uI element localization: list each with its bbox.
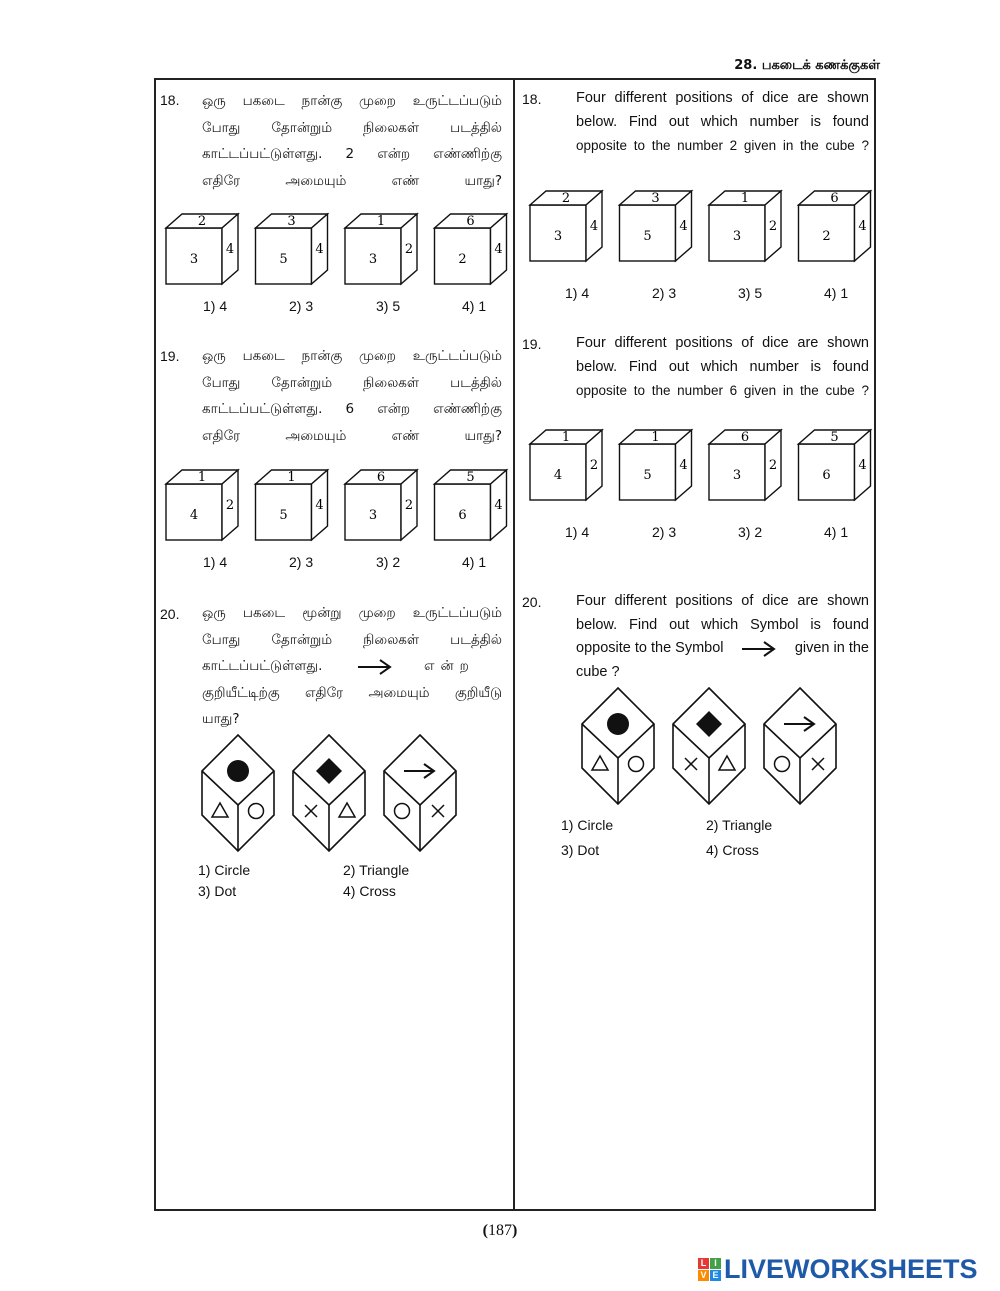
cube-side-number: 4 (494, 242, 503, 257)
symbol-cube-figure (580, 686, 850, 806)
brand-name: LIVEWORKSHEETS (724, 1254, 978, 1284)
cube-front-number: 6 (458, 508, 467, 523)
number-cube (530, 430, 602, 500)
cube-row-figure (524, 187, 874, 263)
text-line (576, 637, 869, 661)
text-line: போது தோன்றும் நிலைகள் படத்தில் (202, 374, 502, 391)
option[interactable]: 3) 5 (376, 298, 401, 314)
logo-letter: I (710, 1258, 721, 1269)
number-cube (709, 430, 781, 500)
cube-side-number: 2 (768, 458, 778, 473)
option[interactable]: 2) 3 (289, 554, 314, 570)
option[interactable]: 1) Circle (561, 817, 614, 833)
cube-row-figure (160, 466, 510, 542)
text-line: போது தோன்றும் நிலைகள் படத்தில் (202, 631, 502, 648)
cube-top-number: 1 (651, 430, 660, 445)
left-q18-number: 18. (160, 92, 180, 108)
option[interactable]: 1) 4 (203, 554, 228, 570)
cube-side-number: 4 (315, 498, 324, 513)
text-line: below. Find out which Symbol is found (576, 616, 869, 633)
symbol-cube-figure (200, 733, 470, 853)
text-line: opposite to the number 6 given in the cube ? (576, 383, 869, 398)
cube-front-number: 3 (732, 229, 742, 244)
page-number: (187) (482, 1222, 518, 1239)
option[interactable]: 3) 5 (738, 285, 763, 301)
cube-top-number: 3 (287, 214, 296, 229)
right-q19-number: 19. (522, 336, 542, 352)
cube-front-number: 3 (368, 508, 378, 523)
dot-icon (607, 713, 629, 735)
right-q19-text (576, 332, 869, 403)
option[interactable]: 2) 3 (652, 524, 677, 540)
cube-front-number: 4 (189, 508, 199, 523)
arrow-icon (356, 658, 394, 676)
cube-side-number: 2 (225, 498, 235, 513)
dot-icon (227, 760, 249, 782)
number-cube (166, 470, 238, 540)
cube-side-number: 2 (404, 498, 414, 513)
text-line: opposite to the number 2 given in the cube ? (576, 138, 869, 153)
number-cube (709, 191, 781, 261)
cube-top-number: 2 (197, 214, 207, 229)
option[interactable]: 2) Triangle (343, 862, 410, 878)
cube-front-number: 3 (189, 252, 199, 267)
option[interactable]: 4) 1 (824, 285, 849, 301)
option[interactable]: 1) 4 (203, 298, 228, 314)
cube-side-number: 4 (679, 219, 688, 234)
number-cube (435, 470, 507, 540)
option[interactable]: 2) Triangle (706, 817, 773, 833)
cube-side-number: 2 (589, 458, 599, 473)
text-segment: என்ற (424, 658, 475, 674)
cube-top-number: 1 (376, 214, 386, 229)
text-line: Four different positions of dice are shown (576, 593, 869, 609)
cube-side-number: 4 (225, 242, 235, 257)
number-cube (435, 214, 507, 284)
number-cube (345, 214, 417, 284)
option[interactable]: 4) Cross (343, 883, 396, 899)
option[interactable]: 4) 1 (824, 524, 849, 540)
text-line: below. Find out which number is found (576, 113, 869, 130)
option[interactable]: 2) 3 (289, 298, 314, 314)
logo-letter: V (698, 1270, 709, 1281)
number-cube (256, 214, 328, 284)
right-q20-text (576, 590, 869, 684)
text-line: below. Find out which number is found (576, 358, 869, 375)
option[interactable]: 3) 2 (738, 524, 763, 540)
text-line: Four different positions of dice are shown (576, 90, 869, 106)
right-q20-cubes (580, 686, 850, 810)
symbol-cube (202, 735, 274, 851)
chapter-title: 28. பகடைக் கணக்குகள் (734, 58, 880, 73)
option[interactable]: 1) 4 (565, 285, 590, 301)
cube-front-number: 5 (279, 508, 288, 523)
right-q18-number: 18. (522, 91, 542, 107)
number-cube (530, 191, 602, 261)
column-divider (513, 78, 515, 1211)
number-cube (256, 470, 328, 540)
symbol-cube (582, 688, 654, 804)
number-cube (620, 191, 692, 261)
cube-top-number: 5 (830, 430, 839, 445)
cube-front-number: 6 (822, 468, 831, 483)
arrow-icon (740, 640, 778, 658)
option[interactable]: 4) 1 (462, 554, 487, 570)
option[interactable]: 3) Dot (561, 842, 600, 858)
number-cube (166, 214, 238, 284)
left-q19-text (202, 343, 502, 449)
cube-top-number: 6 (376, 470, 386, 485)
text-line: cube ? (576, 663, 620, 680)
logo-letter: L (698, 1258, 709, 1269)
cube-front-number: 4 (553, 468, 563, 483)
cube-side-number: 2 (404, 242, 414, 257)
symbol-cube (384, 735, 456, 851)
symbol-cube (673, 688, 745, 804)
cube-side-number: 4 (858, 219, 867, 234)
text-line: காட்டப்பட்டுள்ளது. 2 என்ற எண்ணிற்கு (202, 146, 502, 162)
number-cube (620, 430, 692, 500)
cube-front-number: 3 (368, 252, 378, 267)
cube-top-number: 2 (561, 191, 571, 206)
cube-front-number: 2 (458, 252, 467, 267)
option[interactable]: 4) 1 (462, 298, 487, 314)
cube-side-number: 4 (315, 242, 324, 257)
cube-top-number: 6 (466, 214, 475, 229)
logo-letter: E (710, 1270, 721, 1281)
page-number-value: 187 (488, 1222, 512, 1239)
text-segment: given in the (794, 640, 869, 656)
cube-row-figure (524, 426, 874, 502)
cube-top-number: 6 (830, 191, 839, 206)
left-q18-cubes (160, 210, 510, 290)
cube-side-number: 4 (858, 458, 867, 473)
cube-top-number: 1 (740, 191, 750, 206)
text-segment: காட்டப்பட்டுள்ளது. (202, 658, 323, 674)
left-q20-cubes (200, 733, 470, 857)
left-q19-number: 19. (160, 348, 180, 364)
cube-front-number: 2 (822, 229, 831, 244)
number-cube (799, 430, 871, 500)
cube-side-number: 4 (494, 498, 503, 513)
symbol-cube (293, 735, 365, 851)
right-q18-text (576, 87, 869, 158)
text-line: காட்டப்பட்டுள்ளது. 6 என்ற எண்ணிற்கு (202, 401, 502, 417)
cube-top-number: 6 (740, 430, 750, 445)
text-line: போது தோன்றும் நிலைகள் படத்தில் (202, 119, 502, 136)
option[interactable]: 1) 4 (565, 524, 590, 540)
right-q20-number: 20. (522, 594, 542, 610)
option[interactable]: 4) Cross (706, 842, 759, 858)
cube-side-number: 4 (589, 219, 599, 234)
text-line: யாது? (202, 711, 240, 727)
text-line: ஒரு பகடை நான்கு முறை உருட்டப்படும் (202, 93, 502, 109)
right-q18-cubes (524, 187, 874, 267)
text-line: குறியீட்டிற்கு எதிரே அமையும் குறியீடு (202, 684, 502, 701)
cube-front-number: 3 (553, 229, 563, 244)
text-segment: opposite to the Symbol (576, 640, 724, 656)
text-line: ஒரு பகடை நான்கு முறை உருட்டப்படும் (202, 348, 502, 364)
option[interactable]: 2) 3 (652, 285, 677, 301)
cube-row-figure (160, 210, 510, 286)
cube-front-number: 5 (643, 229, 652, 244)
text-line: Four different positions of dice are shown (576, 335, 869, 351)
left-q20-text (202, 600, 502, 733)
brand-logo (698, 1254, 978, 1285)
number-cube (799, 191, 871, 261)
option[interactable]: 3) 2 (376, 554, 401, 570)
option[interactable]: 3) Dot (198, 883, 237, 899)
cube-top-number: 1 (561, 430, 571, 445)
left-q19-cubes (160, 466, 510, 546)
left-q20-number: 20. (160, 606, 180, 622)
cube-top-number: 1 (287, 470, 296, 485)
text-line: எதிரே அமையும் எண் யாது? (202, 427, 502, 444)
cube-front-number: 5 (279, 252, 288, 267)
logo-icon (698, 1258, 721, 1281)
cube-front-number: 5 (643, 468, 652, 483)
text-line: எதிரே அமையும் எண் யாது? (202, 172, 502, 189)
cube-top-number: 1 (197, 470, 207, 485)
text-line: ஒரு பகடை மூன்று முறை உருட்டப்படும் (202, 605, 502, 621)
number-cube (345, 470, 417, 540)
cube-front-number: 3 (732, 468, 742, 483)
cube-top-number: 3 (651, 191, 660, 206)
cube-top-number: 5 (466, 470, 475, 485)
left-q18-text (202, 88, 502, 194)
cube-side-number: 2 (768, 219, 778, 234)
symbol-cube (764, 688, 836, 804)
option[interactable]: 1) Circle (198, 862, 251, 878)
cube-side-number: 4 (679, 458, 688, 473)
right-q19-cubes (524, 426, 874, 506)
text-line (202, 653, 502, 680)
